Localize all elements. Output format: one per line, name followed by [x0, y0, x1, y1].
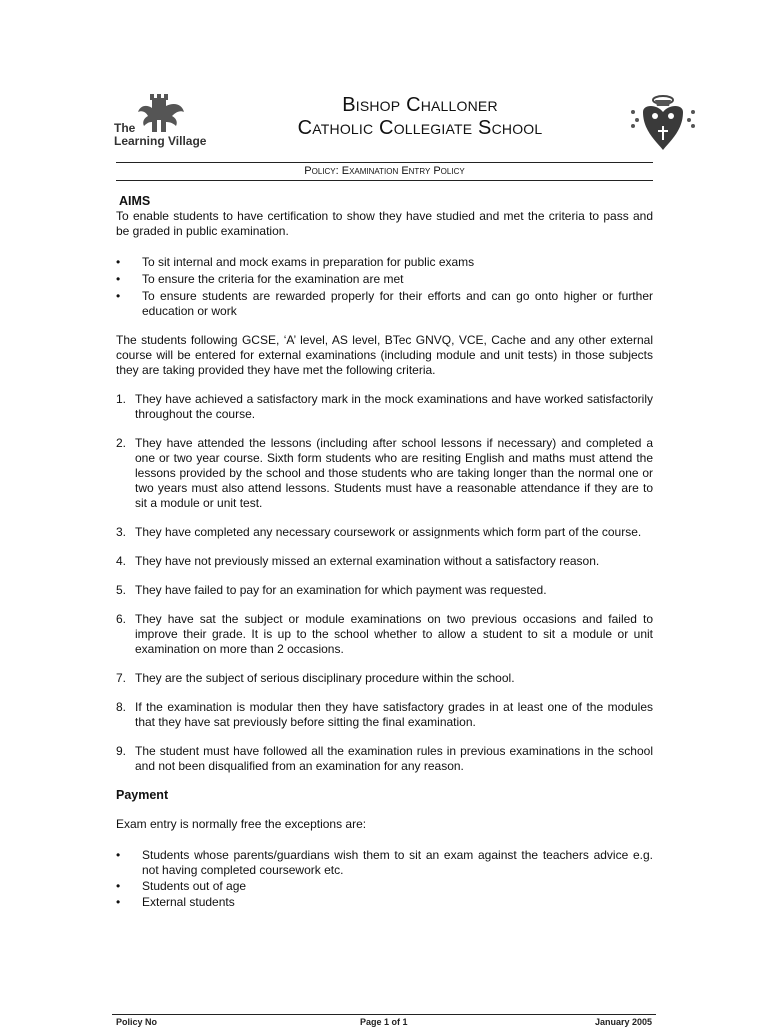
list-item	[116, 255, 653, 270]
bullet-text: Students out of age	[142, 879, 247, 893]
logo-text-line2: Learning Village	[114, 134, 207, 148]
list-item	[116, 583, 653, 598]
footer-date: January 2005	[594, 1017, 652, 1027]
footer-policy-no: Policy No	[116, 1017, 158, 1027]
document-body	[116, 194, 653, 910]
item-number: 9.	[116, 744, 127, 758]
header-rule-bottom	[116, 180, 653, 181]
item-number: 7.	[116, 671, 127, 685]
school-name	[250, 94, 590, 140]
bullet-icon: •	[116, 895, 121, 909]
item-number: 1.	[116, 392, 127, 406]
payment-heading: Payment	[116, 788, 169, 802]
item-number: 4.	[116, 554, 127, 568]
footer-page-number: Page 1 of 1	[360, 1017, 408, 1027]
item-text: They are the subject of serious disciplinary procedure within the school.	[135, 671, 515, 685]
school-name-line2: Catholic Collegiate School	[297, 117, 543, 139]
list-item	[116, 272, 653, 287]
bullet-icon: •	[116, 848, 121, 862]
bullet-text: Students whose parents/guardians wish them to sit an exam against the teachers advice e.g. not having completed coursework etc.	[142, 848, 653, 877]
bullet-text: To ensure the criteria for the examination are met	[142, 272, 404, 286]
bullet-icon: •	[116, 289, 121, 303]
list-item	[116, 554, 653, 569]
aims-bullet-list	[116, 255, 653, 319]
item-number: 5.	[116, 583, 127, 597]
bullet-text: To ensure students are rewarded properly for their efforts and can go onto higher or further education or work	[142, 289, 653, 318]
criteria-list	[116, 392, 653, 774]
item-number: 6.	[116, 612, 127, 626]
bullet-text: External students	[142, 895, 235, 909]
item-number: 2.	[116, 436, 127, 450]
list-item	[116, 700, 653, 730]
learning-village-logo	[112, 92, 212, 152]
school-name-line1: Bishop Challoner	[342, 94, 498, 116]
item-text: They have achieved a satisfactory mark in the mock examinations and have worked satisfactorily throughout the course.	[135, 392, 653, 421]
item-text: The student must have followed all the examination rules in previous examinations in the school and not been disqualified from an examination for any reason.	[135, 744, 653, 773]
aims-paragraph: The students following GCSE, ‘A’ level, AS level, BTec GNVQ, VCE, Cache and any other external course will be entered for external examinations (including module and unit tests) in those subjects they are taking provided they have met the following criteria.	[116, 333, 653, 377]
bullet-icon: •	[116, 272, 121, 286]
payment-bullet-list	[116, 848, 653, 910]
list-item	[116, 525, 653, 540]
aims-heading: AIMS	[119, 194, 151, 208]
logo-text	[114, 122, 206, 148]
list-item	[116, 612, 653, 657]
list-item	[116, 744, 653, 774]
item-number: 3.	[116, 525, 127, 539]
page-footer	[112, 1014, 656, 1027]
item-text: They have failed to pay for an examination for which payment was requested.	[135, 583, 547, 597]
list-item	[116, 289, 653, 319]
item-number: 8.	[116, 700, 127, 714]
bullet-icon: •	[116, 879, 121, 893]
aims-intro: To enable students to have certification to show they have studied and met the criteria to pass and be graded in public examination.	[116, 209, 653, 238]
item-text: They have attended the lessons (including after school lessons if necessary) and completed a one or two year course. Sixth form students who are resiting English and maths must attend the lessons provided by the school and those students who are taking longer than the normal one or two years must also attend lessons. Students must have a reasonable attendance if they are to sit a module or unit test.	[135, 436, 653, 510]
list-item	[116, 879, 653, 894]
item-text: They have completed any necessary coursework or assignments which form part of the course.	[135, 525, 642, 539]
item-text: They have not previously missed an external examination without a satisfactory reason.	[135, 554, 600, 568]
list-item	[116, 392, 653, 422]
school-crest-icon	[627, 92, 699, 154]
item-text: If the examination is modular then they have satisfactory grades in at least one of the modules that they have sat previously before sitting the final examination.	[135, 700, 653, 729]
logo-text-line1: The	[114, 121, 136, 135]
list-item	[116, 671, 653, 686]
bullet-text: To sit internal and mock exams in preparation for public exams	[142, 255, 475, 269]
header-rule-top	[116, 162, 653, 163]
bullet-icon: •	[116, 255, 121, 269]
list-item	[116, 895, 653, 910]
list-item	[116, 848, 653, 878]
item-text: They have sat the subject or module examinations on two previous occasions and failed to improve their grade. It is up to the school whether to allow a student to sit a module or unit examination on more than 2 occasions.	[135, 612, 653, 656]
policy-title: Policy: Examination Entry Policy	[304, 165, 465, 177]
list-item	[116, 436, 653, 511]
payment-intro: Exam entry is normally free the exceptions are:	[116, 817, 367, 831]
